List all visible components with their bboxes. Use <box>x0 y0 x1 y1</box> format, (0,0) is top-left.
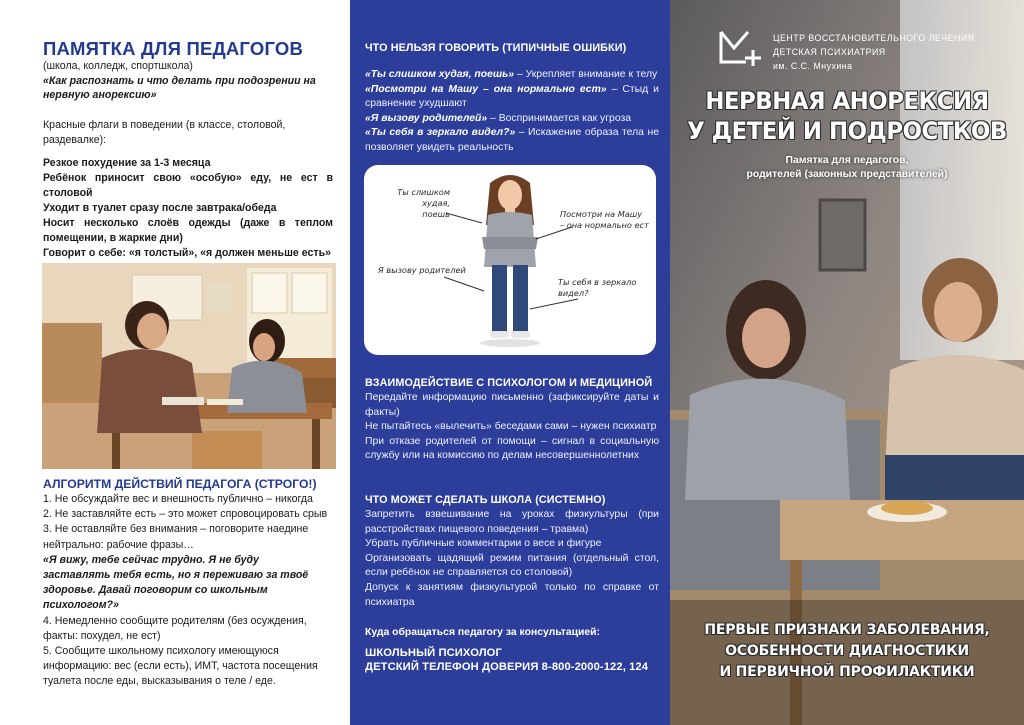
memo-subtitle: (школа, колледж, спортшкола) <box>43 60 193 72</box>
mistakes-list <box>365 68 659 156</box>
school-item: Убрать публичные комментарии о весе и фигуре <box>365 538 602 550</box>
caption-look-at-masha: Посмотри на Машу – она нормально ест <box>560 209 649 230</box>
school-title: ЧТО МОЖЕТ СДЕЛАТЬ ШКОЛА (СИСТЕМНО) <box>365 494 606 506</box>
interaction-item: Передайте информацию письменно (зафиксируйте даты и факты) <box>365 392 659 418</box>
organization-name: ЦЕНТР ВОССТАНОВИТЕЛЬНОГО ЛЕЧЕНИЯ ДЕТСКАЯ ПСИХИАТРИЯ им. С.С. Мнухина <box>773 33 975 71</box>
contact-psychologist: ШКОЛЬНЫЙ ПСИХОЛОГ <box>365 647 502 659</box>
red-flags-intro: Красные флаги в поведении (в классе, столовой, раздевалке): <box>43 119 286 146</box>
interaction-list <box>365 391 659 464</box>
algorithm-phrase: «Я вижу, тебе сейчас трудно. Я не буду заставлять тебя есть, но я переживаю за твоё здоровье. Давай поговорим со школьным психологом?» <box>43 553 309 612</box>
mistake-item: «Ты слишком худая, поешь» – Укрепляет внимание к телу <box>365 69 658 80</box>
cover-title: НЕРВНАЯ АНОРЕКСИЯ У ДЕТЕЙ И ПОДРОСТКОВ <box>687 87 1007 145</box>
algorithm-step: 1. Не обсуждайте вес и внешность публично – никогда <box>43 493 313 505</box>
interaction-item: Не пытайтесь «вылечить» беседами сами – нужен психиатр <box>365 421 657 433</box>
contact-block <box>365 646 648 674</box>
algorithm-step: 2. Не заставляйте есть – это может спровоцировать срыв <box>43 508 328 521</box>
caption-too-thin: Ты слишком худая, поешь <box>397 187 450 219</box>
middle-panel <box>350 0 670 725</box>
school-item: Допуск к занятиям физкультурой только по справке от психиатра <box>365 581 659 608</box>
classroom-photo <box>42 263 336 469</box>
left-panel <box>0 0 350 725</box>
memo-title: ПАМЯТКА ДЛЯ ПЕДАГОГОВ <box>43 38 304 59</box>
red-flag-item: Говорит о себе: «я толстый», «я должен меньше есть» <box>43 247 331 259</box>
red-flag-item: Носит несколько слоёв одежды (даже в теплом помещении, в жаркие дни) <box>43 217 333 244</box>
red-flag-item: Резкое похудение за 1-3 месяца <box>43 157 211 169</box>
red-flags-list <box>43 156 333 276</box>
red-flag-item: Уходит в туалет сразу после завтрака/обеда <box>43 202 277 214</box>
contact-lead: Куда обращаться педагогу за консультацией: <box>365 627 600 638</box>
algorithm-step: 4. Немедленно сообщите родителям (без осуждения, факты: похудел, не ест) <box>43 614 307 642</box>
mistake-item: «Посмотри на Машу – она нормально ест» – Стыд и сравнение ухудшают <box>365 83 659 110</box>
cover-bottom-title: ПЕРВЫЕ ПРИЗНАКИ ЗАБОЛЕВАНИЯ, ОСОБЕННОСТИ ДИАГНОСТИКИ И ПЕРВИЧНОЙ ПРОФИЛАКТИКИ <box>704 622 990 680</box>
mistakes-title: ЧТО НЕЛЬЗЯ ГОВОРИТЬ (ТИПИЧНЫЕ ОШИБКИ) <box>365 42 627 54</box>
contact-helpline: ДЕТСКИЙ ТЕЛЕФОН ДОВЕРИЯ 8-800-2000-122, 124 <box>365 661 649 673</box>
school-list <box>365 508 659 610</box>
school-item: Запретить взвешивание на уроках физкультуры (при расстройствах пищевого поведения – травма) <box>365 509 659 535</box>
school-item: Организовать щадящий режим питания (отдельный стол, если ребёнок не справляется со столовой) <box>365 552 659 579</box>
caption-call-parents: Я вызову родителей <box>378 265 466 275</box>
memo-question: «Как распознать и что делать при подозрении на нервную анорексию» <box>43 75 316 101</box>
cover-subtitle: Памятка для педагогов, родителей (законных представителей) <box>746 155 948 180</box>
mistake-item: «Ты себя в зеркало видел?» – Искажение образа тела не позволяет увидеть реальность <box>365 127 659 153</box>
algorithm-step: 3. Не оставляйте без внимания – поговорите наедине нейтрально: рабочие фразы… <box>43 523 309 551</box>
interaction-title: ВЗАИМОДЕЙСТВИЕ С ПСИХОЛОГОМ И МЕДИЦИНОЙ <box>365 377 653 389</box>
interaction-item: При отказе родителей от помощи – сигнал в социальную службу или на комиссию по делам несовершеннолетних <box>365 435 659 462</box>
algorithm-step: 5. Сообщите школьному психологу имеющуюся информацию: вес (если есть), ИМТ, частота посещения туалета после еды, высказывания о теле / еде. <box>43 645 318 688</box>
red-flag-item: Ребёнок приносит свою «особую» еду, не ест в столовой <box>43 172 333 199</box>
mistake-item: «Я вызову родителей» – Воспринимается как угроза <box>365 112 632 124</box>
algorithm-list <box>43 492 328 690</box>
right-panel <box>670 0 1024 725</box>
algorithm-title: АЛГОРИТМ ДЕЙСТВИЙ ПЕДАГОГА (СТРОГО!) <box>43 477 317 491</box>
caption-mirror: Ты себя в зеркало видел? <box>558 277 637 298</box>
center-logo-icon <box>718 28 762 68</box>
illustration-card <box>364 165 656 355</box>
